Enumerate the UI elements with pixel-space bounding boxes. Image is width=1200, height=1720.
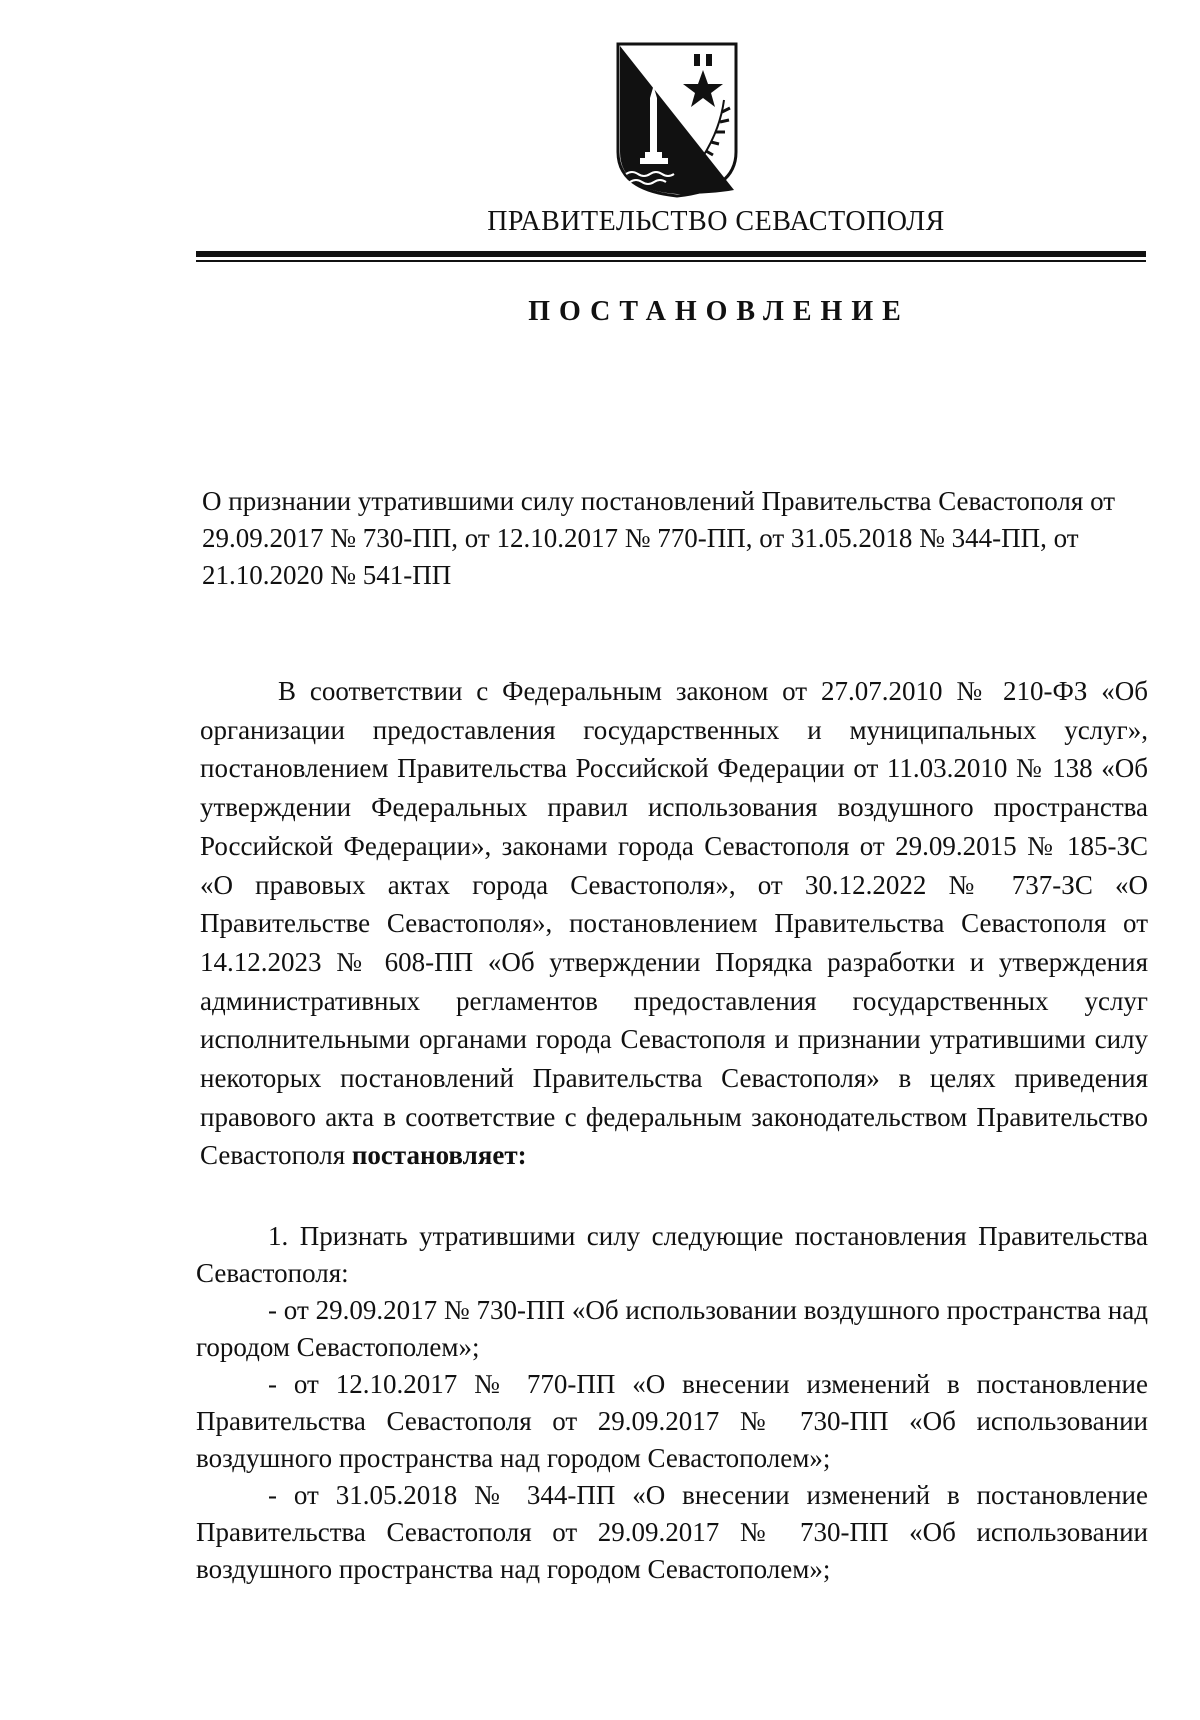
legal-basis-text: В соответствии с Федеральным законом от 27.07.2010 № 210-ФЗ «Об организации предоставления государственных и муниципальных услуг», постановлением Правительства Российской Федерации от 11.03.2010 № 138 «Об утверждении Федеральных правил использования воздушного пространства Российской Федерации», законами города Севастополя от 29.09.2015 № 185-ЗС «О правовых актах города Севастополя», от 30.12.2022 № 737-ЗС «О Правительстве Севастополя», постановлением Правительства Севастополя от 14.12.2023 № 608-ПП «Об утверждении Порядка разработки и утверждения административных регламентов предоставления государственных услуг исполнительными органами города Севастополя и признании утратившими силу некоторых постановлений Правительства Севастополя» в целях приведения правового акта в соответствие с федеральным законодательством Правительство Севастополя (200, 676, 1148, 1171)
legal-basis-paragraph (200, 672, 1148, 1175)
item-1-heading: 1. Признать утратившими силу следующие постановления Правительства Севастополя: (196, 1221, 1148, 1288)
item-1-sub-1: - от 29.09.2017 № 730-ПП «Об использовании воздушного пространства над городом Севастополем»; (196, 1295, 1148, 1362)
item-1-sub-3: - от 31.05.2018 № 344-ПП «О внесении изменений в постановление Правительства Севастополя от 29.09.2017 № 730-ПП «Об использовании воздушного пространства над городом Севастополем»; (196, 1480, 1148, 1584)
document-type-heading: ПОСТАНОВЛЕНИЕ (528, 296, 910, 327)
coat-of-arms-emblem (612, 40, 742, 198)
decree-word: постановляет: (351, 1140, 527, 1171)
organization-name: ПРАВИТЕЛЬСТВО СЕВАСТОПОЛЯ (487, 206, 945, 237)
header-divider-thick (196, 251, 1146, 257)
decree-items (196, 1218, 1148, 1588)
document-title: О признании утратившими силу постановлений Правительства Севастополя от 29.09.2017 № 730-ПП, от 12.10.2017 № 770-ПП, от 31.05.2018 № 344-ПП, от 21.10.2020 № 541-ПП (202, 486, 1116, 590)
header-divider-thin (196, 260, 1146, 262)
item-1-sub-2: - от 12.10.2017 № 770-ПП «О внесении изменений в постановление Правительства Севастополя от 29.09.2017 № 730-ПП «Об использовании воздушного пространства над городом Севастополем»; (196, 1369, 1148, 1473)
